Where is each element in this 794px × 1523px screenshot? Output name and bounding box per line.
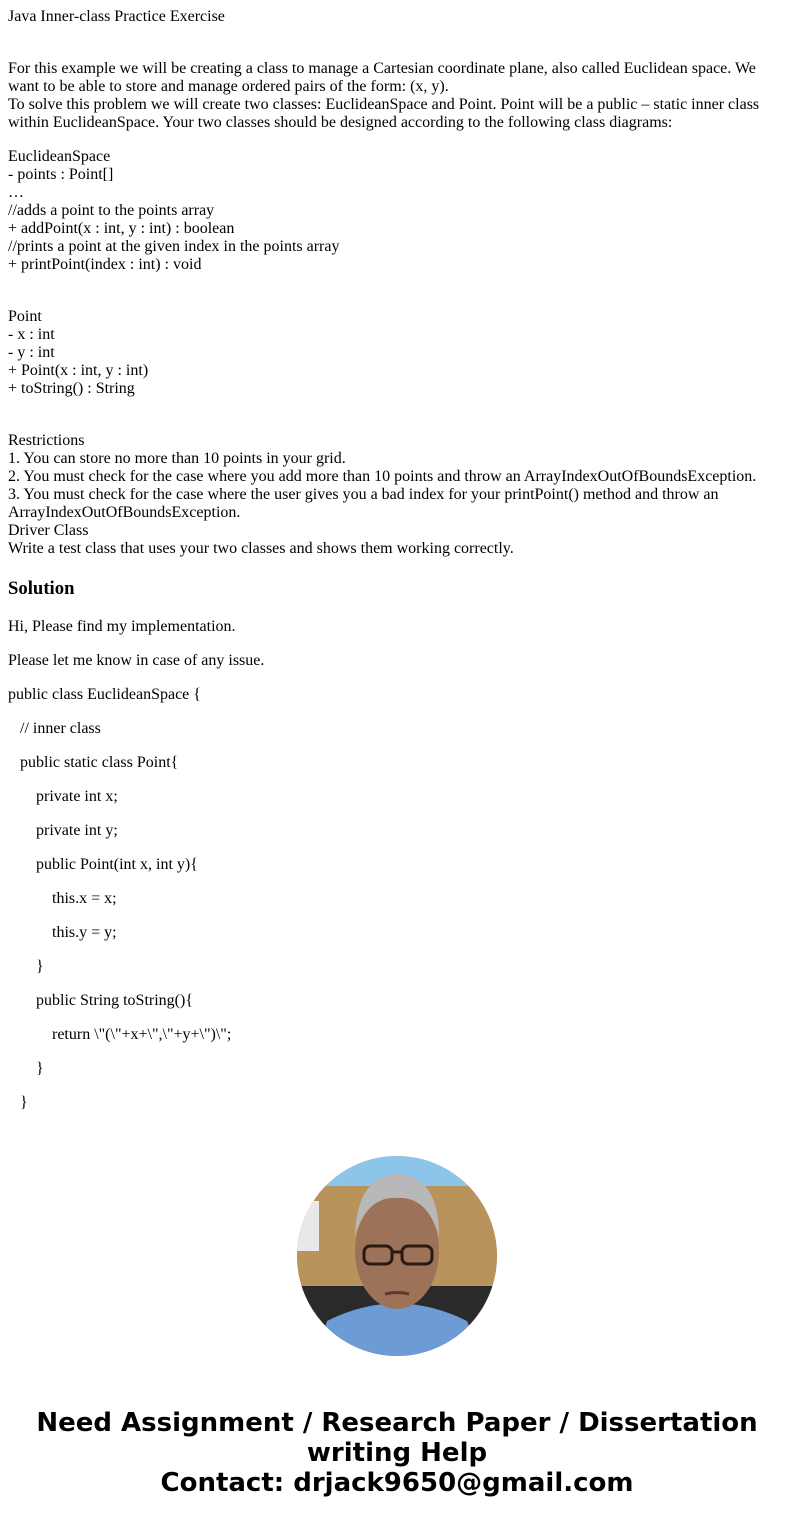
code-line: public class EuclideanSpace { [8,686,201,703]
code-line: private int y; [36,822,118,839]
diagram-line: EuclideanSpace [8,148,111,165]
restrictions-line: Write a test class that uses your two classes and shows them working correctly. [8,540,514,557]
diagram-line: //prints a point at the given index in the points array [8,238,340,255]
avatar-portrait [297,1156,497,1356]
code-line: private int x; [36,788,118,805]
code-line: // inner class [20,720,101,737]
intro-line: For this example we will be creating a class to manage a Cartesian coordinate plane, also called Euclidean space. We want to be able to store and manage ordered pairs of the form: (x, y). [8,60,756,95]
code-line: } [20,1094,28,1111]
restrictions-line: 2. You must check for the case where you add more than 10 points and throw an ArrayIndexOutOfBoundsException. [8,468,757,485]
intro-line: To solve this problem we will create two classes: EuclideanSpace and Point. Point will be a public – static inner class within EuclideanSpace. Your two classes should be designed according to the following class diagrams: [8,96,760,131]
solution-body [8,618,786,1112]
restrictions [8,432,786,558]
code-line: this.x = x; [52,890,117,907]
euclidean-space-diagram [8,148,786,274]
diagram-line: Point [8,308,42,325]
diagram-line: //adds a point to the points array [8,202,215,219]
diagram-line: + Point(x : int, y : int) [8,362,149,379]
promo-text: Need Assignment / Research Paper / Dissertation writing Help [36,1408,758,1468]
solution-heading: Solution [8,578,75,599]
restrictions-line: Restrictions [8,432,85,449]
code-line: public String toString(){ [36,992,194,1009]
promo-banner [8,1408,786,1498]
diagram-line: + printPoint(index : int) : void [8,256,202,273]
diagram-line: - points : Point[] [8,166,114,183]
code-line: return \"(\"+x+\",\"+y+\")\"; [52,1026,232,1043]
author-avatar [297,1156,497,1356]
page-title: Java Inner-class Practice Exercise [8,8,225,25]
code-line: } [36,958,44,975]
code-line: public static class Point{ [20,754,179,771]
restrictions-line: 3. You must check for the case where the user gives you a bad index for your printPoint() method and throw an ArrayIndexOutOfBoundsException. [8,486,719,521]
diagram-line: - x : int [8,326,55,343]
point-diagram [8,308,786,398]
code-line: this.y = y; [52,924,117,941]
code-line: } [36,1060,44,1077]
solution-line: Hi, Please find my implementation. [8,618,236,635]
diagram-line: + toString() : String [8,380,135,397]
restrictions-line: 1. You can store no more than 10 points in your grid. [8,450,346,467]
code-line: public Point(int x, int y){ [36,856,198,873]
diagram-line: … [8,184,24,201]
intro [8,60,786,132]
diagram-line: + addPoint(x : int, y : int) : boolean [8,220,235,237]
contact-email: Contact: drjack9650@gmail.com [160,1468,634,1498]
restrictions-line: Driver Class [8,522,89,539]
solution-line: Please let me know in case of any issue. [8,652,265,669]
diagram-line: - y : int [8,344,55,361]
